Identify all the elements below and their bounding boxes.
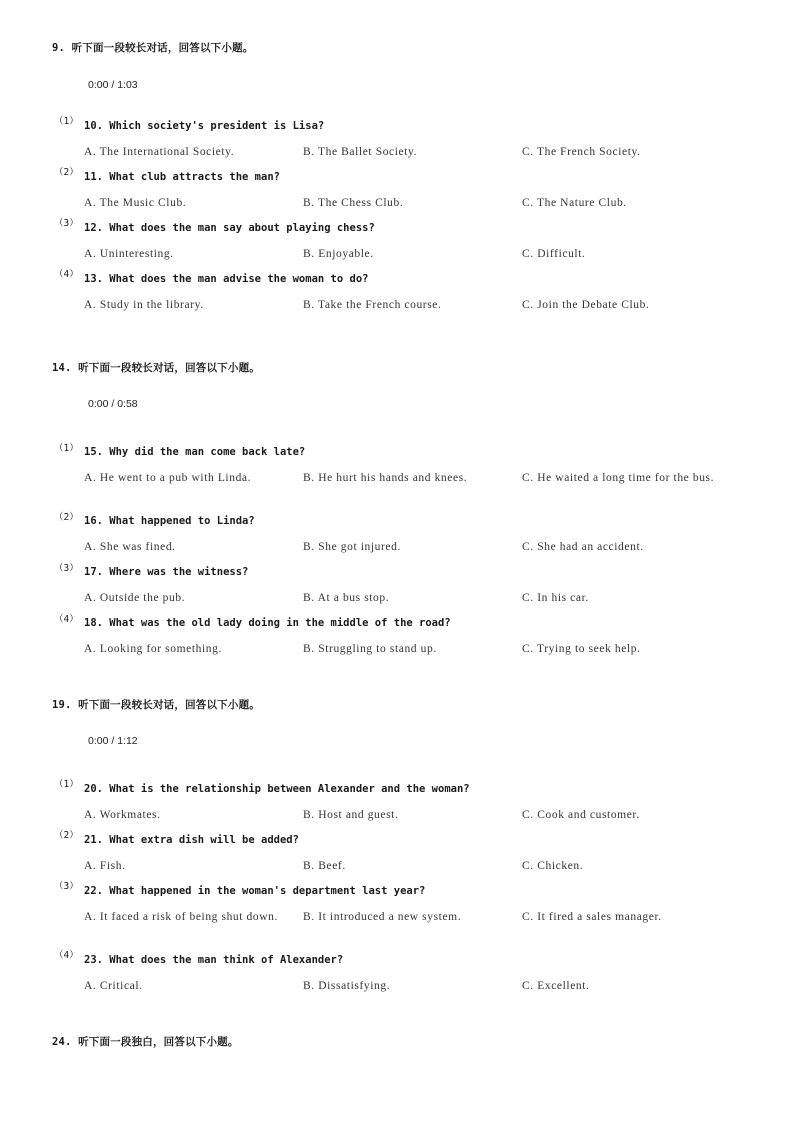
question-text: 17. Where was the witness? [84,566,249,578]
question-text: 20. What is the relationship between Alexander and the woman? [84,783,470,795]
option-c[interactable]: C. It fired a sales manager. [522,911,662,923]
question-text: 13. What does the man advise the woman to do? [84,273,369,285]
question-number: （1） [54,116,79,127]
option-a[interactable]: A. Study in the library. [84,299,204,311]
option-a[interactable]: A. Critical. [84,980,143,992]
question-text: 12. What does the man say about playing chess? [84,222,375,234]
question-number: （2） [54,167,79,178]
option-a[interactable]: A. Workmates. [84,809,161,821]
option-a[interactable]: A. Looking for something. [84,643,222,655]
option-c[interactable]: C. In his car. [522,592,589,604]
option-b[interactable]: B. Enjoyable. [303,248,374,260]
question-text: 11. What club attracts the man? [84,171,280,183]
option-c[interactable]: C. The Nature Club. [522,197,627,209]
option-a[interactable]: A. Uninteresting. [84,248,174,260]
question-number: （4） [54,269,79,280]
option-b[interactable]: B. She got injured. [303,541,401,553]
option-c[interactable]: C. The French Society. [522,146,641,158]
question-text: 22. What happened in the woman's department last year? [84,885,426,897]
question-number: （1） [54,443,79,454]
option-b[interactable]: B. Beef. [303,860,346,872]
option-c[interactable]: C. She had an accident. [522,541,644,553]
question-number: （3） [54,563,79,574]
question-text: 21. What extra dish will be added? [84,834,299,846]
question-number: （2） [54,830,79,841]
option-b[interactable]: B. Struggling to stand up. [303,643,437,655]
option-a[interactable]: A. The International Society. [84,146,235,158]
option-a[interactable]: A. The Music Club. [84,197,187,209]
audio-player-time[interactable]: 0:00 / 0:58 [88,398,138,410]
section-title: 14. 听下面一段较长对话，回答以下小题。 [52,362,260,374]
option-c[interactable]: C. Excellent. [522,980,590,992]
option-b[interactable]: B. Host and guest. [303,809,399,821]
question-text: 10. Which society's president is Lisa? [84,120,325,132]
question-number: （4） [54,950,79,961]
audio-player-time[interactable]: 0:00 / 1:12 [88,735,138,747]
option-b[interactable]: B. Take the French course. [303,299,442,311]
option-c[interactable]: C. Chicken. [522,860,584,872]
option-b[interactable]: B. He hurt his hands and knees. [303,472,468,484]
option-b[interactable]: B. The Ballet Society. [303,146,418,158]
question-number: （1） [54,779,79,790]
option-c[interactable]: C. Cook and customer. [522,809,640,821]
option-a[interactable]: A. Fish. [84,860,126,872]
option-a[interactable]: A. Outside the pub. [84,592,186,604]
section-title: 24. 听下面一段独白，回答以下小题。 [52,1036,239,1048]
option-b[interactable]: B. At a bus stop. [303,592,390,604]
section-title: 9. 听下面一段较长对话，回答以下小题。 [52,42,254,54]
option-b[interactable]: B. Dissatisfying. [303,980,391,992]
question-text: 15. Why did the man come back late? [84,446,306,458]
option-c[interactable]: C. Join the Debate Club. [522,299,650,311]
question-number: （3） [54,881,79,892]
question-text: 16. What happened to Linda? [84,515,255,527]
option-b[interactable]: B. The Chess Club. [303,197,404,209]
option-c[interactable]: C. Trying to seek help. [522,643,641,655]
option-a[interactable]: A. He went to a pub with Linda. [84,472,252,484]
option-a[interactable]: A. She was fined. [84,541,176,553]
question-number: （3） [54,218,79,229]
option-c[interactable]: C. He waited a long time for the bus. [522,472,715,484]
option-a[interactable]: A. It faced a risk of being shut down. [84,911,278,923]
option-b[interactable]: B. It introduced a new system. [303,911,462,923]
question-number: （4） [54,614,79,625]
option-c[interactable]: C. Difficult. [522,248,586,260]
question-text: 23. What does the man think of Alexander? [84,954,344,966]
question-number: （2） [54,512,79,523]
audio-player-time[interactable]: 0:00 / 1:03 [88,79,138,91]
question-text: 18. What was the old lady doing in the middle of the road? [84,617,451,629]
section-title: 19. 听下面一段较长对话，回答以下小题。 [52,699,260,711]
